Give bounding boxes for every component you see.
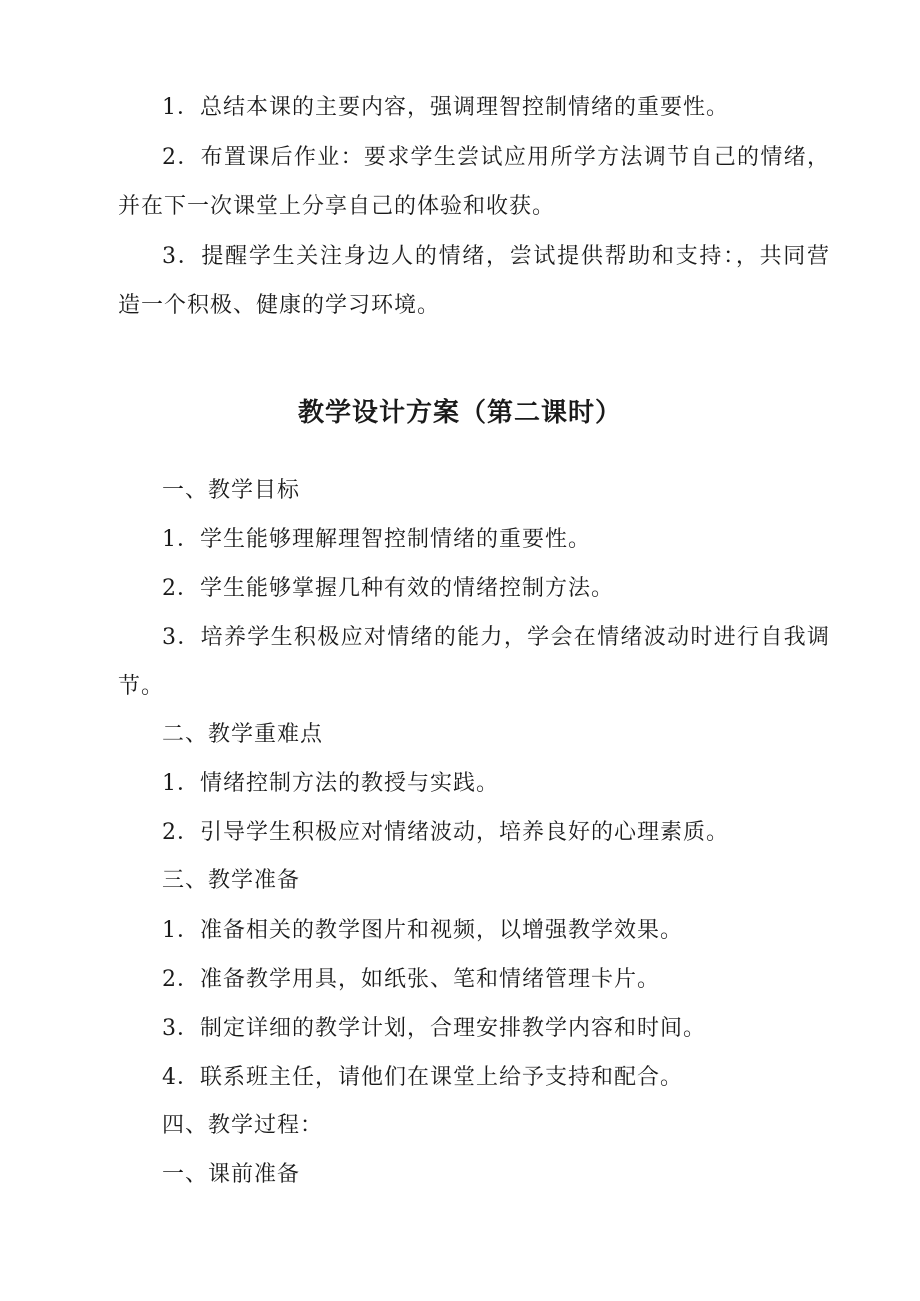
preparation-item-3: 3．制定详细的教学计划，合理安排教学内容和时间。 xyxy=(162,1016,706,1041)
key-point-item-2: 2．引导学生积极应对情绪波动，培养良好的心理素质。 xyxy=(162,820,729,845)
key-point-item-1: 1．情绪控制方法的教授与实践。 xyxy=(162,771,499,796)
summary-item-1: 1．总结本课的主要内容，强调理智控制情绪的重要性。 xyxy=(162,95,729,120)
section-heading-process: 四、教学过程： xyxy=(162,1113,324,1138)
section-heading-preparation: 三、教学准备 xyxy=(162,868,301,893)
goal-item-1: 1．学生能够理解理智控制情绪的重要性。 xyxy=(162,527,591,552)
preparation-item-2: 2．准备教学用具，如纸张、笔和情绪管理卡片。 xyxy=(162,967,660,992)
preparation-item-4: 4．联系班主任，请他们在课堂上给予支持和配合。 xyxy=(162,1065,683,1090)
summary-item-3: 3．提醒学生关注身边人的情绪，尝试提供帮助和支持：，共同营造一个积极、健康的学习环境。 xyxy=(118,244,830,318)
goal-item-2: 2．学生能够掌握几种有效的情绪控制方法。 xyxy=(162,576,614,601)
document-title: 教学设计方案（第二课时） xyxy=(297,398,622,428)
section-heading-goals: 一、教学目标 xyxy=(162,478,301,503)
goal-item-3: 3．培养学生积极应对情绪的能力，学会在情绪波动时进行自我调节。 xyxy=(118,625,830,699)
preparation-item-1: 1．准备相关的教学图片和视频，以增强教学效果。 xyxy=(162,918,683,943)
summary-item-2: 2．布置课后作业：要求学生尝试应用所学方法调节自己的情绪，并在下一次课堂上分享自己的体验和收获。 xyxy=(118,145,830,219)
section-heading-key-points: 二、教学重难点 xyxy=(162,722,324,747)
subsection-heading-pre-class: 一、课前准备 xyxy=(162,1162,301,1187)
